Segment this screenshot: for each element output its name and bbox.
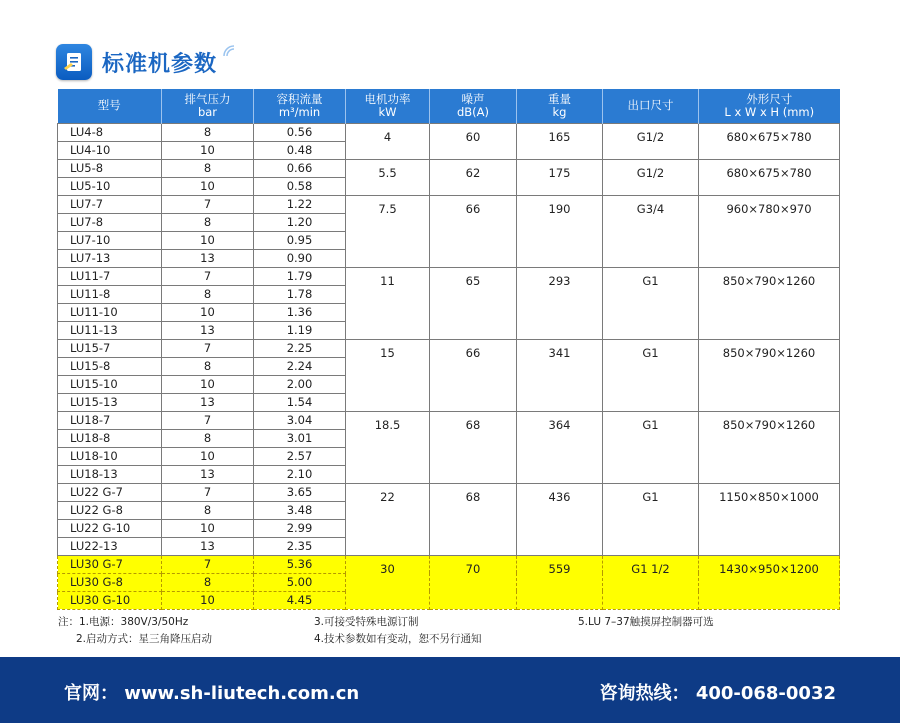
weight-cell: 559: [517, 555, 603, 609]
flow-cell: 1.20: [254, 213, 346, 231]
pressure-cell: 13: [162, 393, 254, 411]
model-cell: LU4-10: [58, 141, 162, 159]
pressure-cell: 10: [162, 303, 254, 321]
outlet-cell: G1: [603, 267, 699, 339]
flow-cell: 3.48: [254, 501, 346, 519]
flow-cell: 2.10: [254, 465, 346, 483]
table-body: [58, 123, 840, 609]
model-cell: LU11-7: [58, 267, 162, 285]
outlet-cell: G1: [603, 411, 699, 483]
dimensions-cell: 1430×950×1200: [699, 555, 840, 609]
pressure-cell: 8: [162, 573, 254, 591]
model-cell: LU5-8: [58, 159, 162, 177]
column-header: [517, 89, 603, 123]
pressure-cell: 10: [162, 375, 254, 393]
column-header: [254, 89, 346, 123]
website-text: 官网： www.sh-liutech.com.cn: [64, 683, 360, 704]
pressure-cell: 13: [162, 249, 254, 267]
note-2: 2.启动方式：星三角降压启动: [76, 633, 213, 645]
column-header-label: 重量: [548, 91, 571, 106]
flow-cell: 3.01: [254, 429, 346, 447]
flow-cell: 1.78: [254, 285, 346, 303]
dimensions-cell: 680×675×780: [699, 123, 840, 159]
outlet-cell: G1 1/2: [603, 555, 699, 609]
noise-cell: 60: [430, 123, 517, 159]
pressure-cell: 7: [162, 555, 254, 573]
table-row: [58, 483, 840, 501]
pressure-cell: 8: [162, 123, 254, 141]
noise-cell: 68: [430, 483, 517, 555]
weight-cell: 190: [517, 195, 603, 267]
model-cell: LU7-8: [58, 213, 162, 231]
pressure-cell: 8: [162, 213, 254, 231]
flow-cell: 0.66: [254, 159, 346, 177]
noise-cell: 66: [430, 339, 517, 411]
column-header-unit: kg: [552, 104, 567, 119]
model-cell: LU7-7: [58, 195, 162, 213]
column-header: [699, 89, 840, 123]
model-cell: LU30 G-8: [58, 573, 162, 591]
model-cell: LU18-13: [58, 465, 162, 483]
column-header-label: 出口尺寸: [627, 98, 674, 113]
flow-cell: 0.90: [254, 249, 346, 267]
model-cell: LU15-13: [58, 393, 162, 411]
page-title: 标准机参数: [102, 51, 218, 77]
flow-cell: 2.99: [254, 519, 346, 537]
flow-cell: 1.79: [254, 267, 346, 285]
manual-icon: [56, 44, 92, 80]
power-cell: 11: [346, 267, 430, 339]
column-header: [430, 89, 517, 123]
pressure-cell: 10: [162, 519, 254, 537]
section-header: [56, 42, 217, 82]
model-cell: LU18-7: [58, 411, 162, 429]
column-header: [162, 89, 254, 123]
model-cell: LU30 G-7: [58, 555, 162, 573]
model-cell: LU7-10: [58, 231, 162, 249]
model-cell: LU22 G-7: [58, 483, 162, 501]
pressure-cell: 8: [162, 501, 254, 519]
pressure-cell: 13: [162, 465, 254, 483]
hotline-text: 咨询热线： 400-068-0032: [599, 683, 836, 704]
model-cell: LU11-8: [58, 285, 162, 303]
column-header-unit: bar: [197, 104, 218, 119]
column-header-label: 电机功率: [364, 91, 411, 106]
flow-cell: 0.58: [254, 177, 346, 195]
noise-cell: 70: [430, 555, 517, 609]
outlet-cell: G3/4: [603, 195, 699, 267]
pressure-cell: 10: [162, 141, 254, 159]
flow-cell: 1.36: [254, 303, 346, 321]
column-header: [346, 89, 430, 123]
model-cell: LU22-13: [58, 537, 162, 555]
power-cell: 5.5: [346, 159, 430, 195]
noise-cell: 66: [430, 195, 517, 267]
flow-cell: 2.35: [254, 537, 346, 555]
pressure-cell: 8: [162, 285, 254, 303]
noise-cell: 62: [430, 159, 517, 195]
note-1: 注：1.电源：380V/3/50Hz: [58, 616, 189, 628]
flow-cell: 3.04: [254, 411, 346, 429]
model-cell: LU18-8: [58, 429, 162, 447]
pressure-cell: 13: [162, 321, 254, 339]
column-header-label: 外形尺寸: [746, 91, 793, 106]
model-cell: LU18-10: [58, 447, 162, 465]
pressure-cell: 7: [162, 267, 254, 285]
pressure-cell: 10: [162, 177, 254, 195]
model-cell: LU11-13: [58, 321, 162, 339]
model-cell: LU11-10: [58, 303, 162, 321]
outlet-cell: G1: [603, 483, 699, 555]
model-cell: LU15-8: [58, 357, 162, 375]
note-3: 3.可接受特殊电源订制: [314, 616, 419, 628]
note-4: 4.技术参数如有变动，恕不另行通知: [314, 633, 482, 645]
column-header-label: 噪声: [461, 91, 485, 106]
flow-cell: 3.65: [254, 483, 346, 501]
pressure-cell: 7: [162, 195, 254, 213]
model-cell: LU7-13: [58, 249, 162, 267]
model-cell: LU15-7: [58, 339, 162, 357]
footer-bar: [0, 657, 900, 723]
power-cell: 18.5: [346, 411, 430, 483]
column-header-unit: L x W x H (mm): [724, 104, 815, 119]
flow-cell: 0.56: [254, 123, 346, 141]
column-header: [58, 89, 162, 123]
outlet-cell: G1: [603, 339, 699, 411]
pressure-cell: 8: [162, 429, 254, 447]
weight-cell: 364: [517, 411, 603, 483]
flow-cell: 5.36: [254, 555, 346, 573]
model-cell: LU5-10: [58, 177, 162, 195]
pressure-cell: 13: [162, 537, 254, 555]
table-row: [58, 195, 840, 213]
power-cell: 7.5: [346, 195, 430, 267]
note-5: 5.LU 7–37触摸屏控制器可选: [578, 616, 714, 628]
weight-cell: 436: [517, 483, 603, 555]
signal-icon: [222, 44, 236, 58]
pressure-cell: 10: [162, 447, 254, 465]
weight-cell: 165: [517, 123, 603, 159]
pressure-cell: 7: [162, 483, 254, 501]
model-cell: LU15-10: [58, 375, 162, 393]
dimensions-cell: 960×780×970: [699, 195, 840, 267]
table-row: [58, 339, 840, 357]
column-header-unit: kW: [378, 104, 397, 119]
weight-cell: 293: [517, 267, 603, 339]
dimensions-cell: 850×790×1260: [699, 339, 840, 411]
pressure-cell: 7: [162, 411, 254, 429]
flow-cell: 1.22: [254, 195, 346, 213]
column-header: [603, 89, 699, 123]
pressure-cell: 8: [162, 357, 254, 375]
flow-cell: 1.54: [254, 393, 346, 411]
outlet-cell: G1/2: [603, 159, 699, 195]
column-header-label: 排气压力: [184, 91, 231, 106]
weight-cell: 175: [517, 159, 603, 195]
table-row: [58, 267, 840, 285]
flow-cell: 2.00: [254, 375, 346, 393]
spec-table: [57, 89, 840, 610]
model-cell: LU4-8: [58, 123, 162, 141]
power-cell: 30: [346, 555, 430, 609]
flow-cell: 5.00: [254, 573, 346, 591]
model-cell: LU22 G-10: [58, 519, 162, 537]
power-cell: 22: [346, 483, 430, 555]
table-row: [58, 555, 840, 573]
power-cell: 15: [346, 339, 430, 411]
noise-cell: 68: [430, 411, 517, 483]
flow-cell: 0.48: [254, 141, 346, 159]
pressure-cell: 10: [162, 231, 254, 249]
flow-cell: 2.57: [254, 447, 346, 465]
table-row: [58, 159, 840, 177]
flow-cell: 2.25: [254, 339, 346, 357]
column-header-label: 型号: [97, 98, 121, 113]
flow-cell: 1.19: [254, 321, 346, 339]
column-header-unit: dB(A): [456, 104, 490, 119]
model-cell: LU22 G-8: [58, 501, 162, 519]
column-header-label: 容积流量: [276, 91, 323, 106]
flow-cell: 4.45: [254, 591, 346, 609]
weight-cell: 341: [517, 339, 603, 411]
power-cell: 4: [346, 123, 430, 159]
table-row: [58, 411, 840, 429]
flow-cell: 0.95: [254, 231, 346, 249]
table-row: [58, 123, 840, 141]
pressure-cell: 10: [162, 591, 254, 609]
dimensions-cell: 680×675×780: [699, 159, 840, 195]
flow-cell: 2.24: [254, 357, 346, 375]
noise-cell: 65: [430, 267, 517, 339]
model-cell: LU30 G-10: [58, 591, 162, 609]
pressure-cell: 8: [162, 159, 254, 177]
outlet-cell: G1/2: [603, 123, 699, 159]
pressure-cell: 7: [162, 339, 254, 357]
dimensions-cell: 850×790×1260: [699, 411, 840, 483]
column-header-unit: m³/min: [278, 104, 321, 119]
dimensions-cell: 1150×850×1000: [699, 483, 840, 555]
table-header-row: [58, 89, 840, 123]
dimensions-cell: 850×790×1260: [699, 267, 840, 339]
